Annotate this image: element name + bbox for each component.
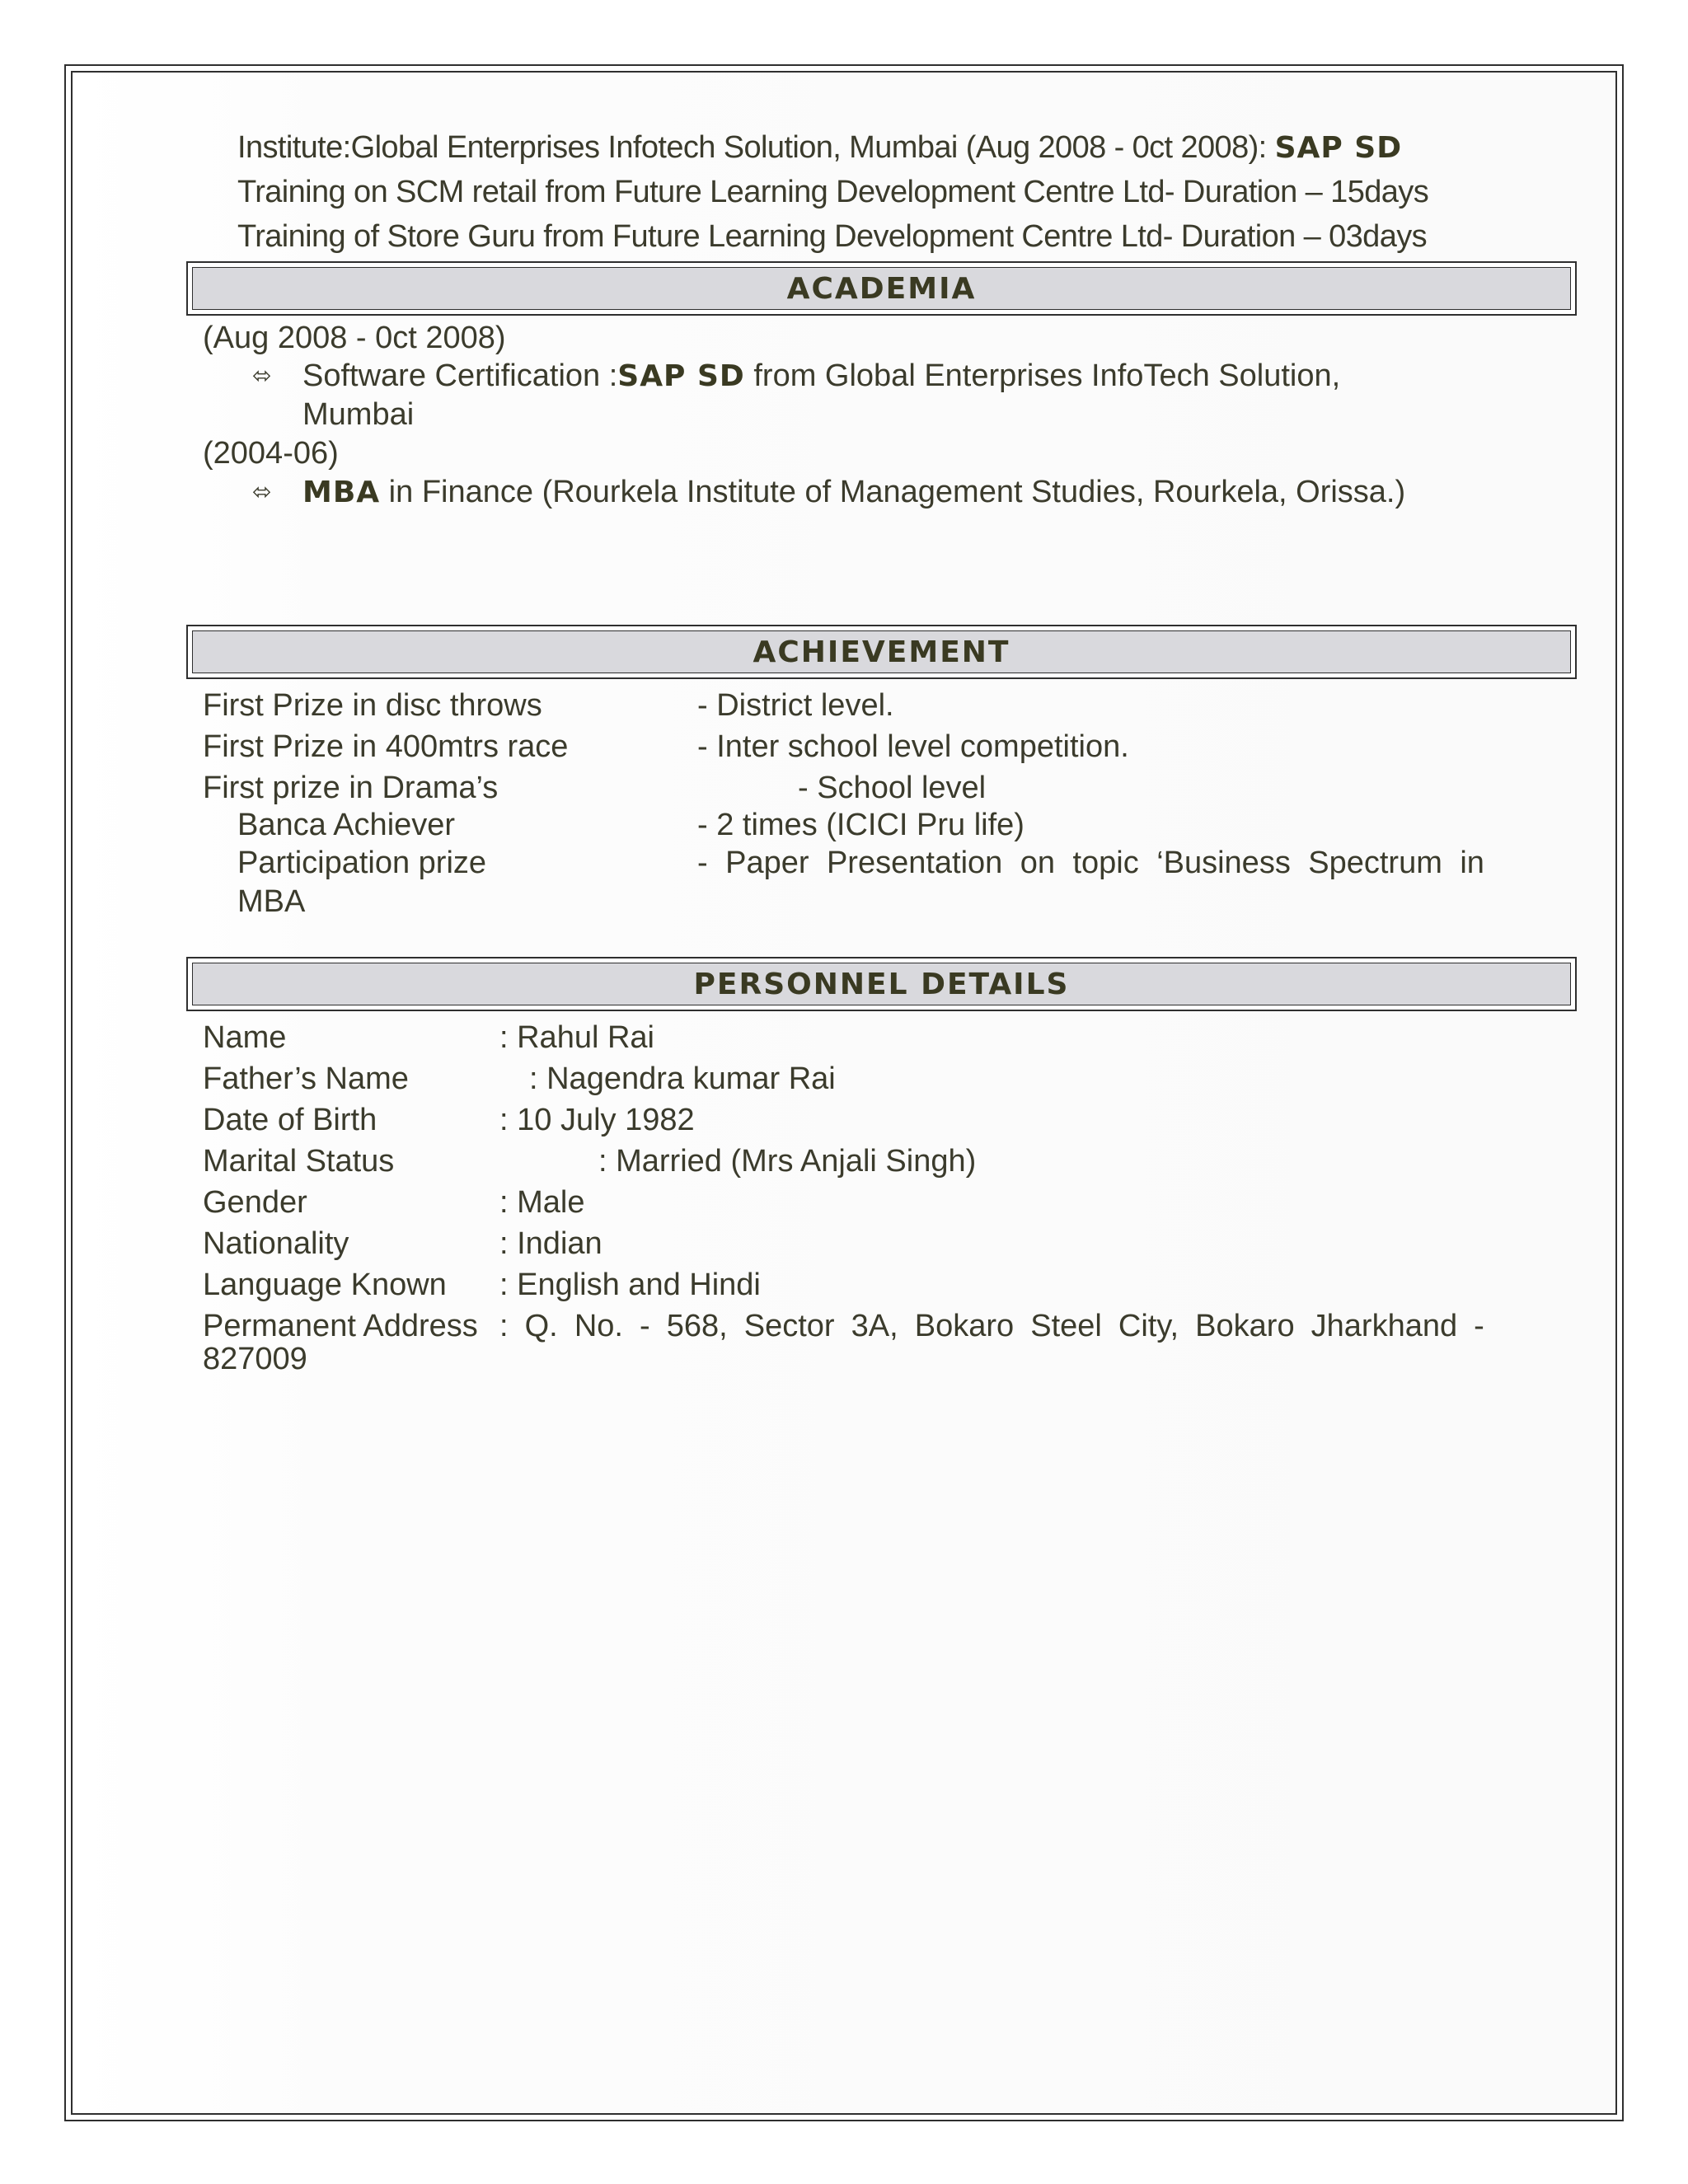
achievement-label: Banca Achiever [237, 808, 456, 842]
personal-value-word: No. [574, 1309, 623, 1343]
achievement-detail: - District level. [697, 688, 894, 723]
achievement-detail-word: topic [1072, 846, 1139, 880]
bullet-arrow-icon: ⬄ [252, 362, 272, 389]
personal-value-word: Q. [524, 1309, 558, 1343]
academia-entry-2-date: (2004-06) [203, 436, 339, 471]
personal-label: Date of Birth [203, 1103, 377, 1137]
personal-label: Marital Status [203, 1144, 395, 1179]
personal-value [499, 1307, 1484, 1345]
personal-value: : Nagendra kumar Rai [529, 1062, 836, 1096]
training-line-1-text: Institute:Global Enterprises Infotech Solution, Mumbai (Aug 2008 - 0ct 2008): [237, 130, 1275, 165]
section-header-achievement [186, 625, 1577, 679]
personal-value-word: Bokaro [1195, 1309, 1295, 1343]
personal-value: : 10 July 1982 [499, 1103, 695, 1137]
personal-value: : Married (Mrs Anjali Singh) [598, 1144, 977, 1179]
personal-value: : English and Hindi [499, 1268, 761, 1302]
achievement-detail: - School level [798, 771, 987, 805]
achievement-detail [697, 844, 1484, 882]
personal-label: Name [203, 1020, 287, 1055]
achievement-label: First Prize in 400mtrs race [203, 729, 569, 764]
training-line-1 [237, 129, 1402, 167]
achievement-detail-cont: MBA [237, 884, 306, 919]
personal-value: : Indian [499, 1226, 603, 1261]
achievement-detail: - Inter school level competition. [697, 729, 1129, 764]
academia-entry-2-bold: MBA [302, 476, 381, 509]
personal-value-word: - [1474, 1309, 1484, 1343]
academia-entry-1-suffix: from Global Enterprises InfoTech Solution, [744, 359, 1341, 393]
personal-value-word: 568, [666, 1309, 728, 1343]
personal-label: Gender [203, 1185, 307, 1220]
academia-entry-1 [302, 357, 1340, 396]
bullet-arrow-icon: ⬄ [252, 478, 272, 505]
personal-value: : Rahul Rai [499, 1020, 654, 1055]
academia-entry-1-prefix: Software Certification : [302, 359, 618, 393]
personal-label: Permanent Address [203, 1309, 478, 1343]
personal-value-word: Jharkhand [1311, 1309, 1458, 1343]
section-header-academia [186, 261, 1577, 316]
personal-value-cont: 827009 [203, 1342, 307, 1376]
training-line-3: Training of Store Guru from Future Learning Development Centre Ltd- Duration – 03days [237, 219, 1428, 254]
personal-value-word: Sector [743, 1309, 835, 1343]
academia-entry-1-cont: Mumbai [302, 397, 415, 432]
achievement-detail-word: Paper [725, 846, 809, 880]
academia-entry-2 [302, 473, 1405, 512]
training-line-1-bold: SAP SD [1274, 131, 1403, 165]
personal-value-word: - [640, 1309, 650, 1343]
achievement-detail-word: Spectrum [1308, 846, 1442, 880]
achievement-detail: - 2 times (ICICI Pru life) [697, 808, 1025, 842]
section-title-personal: PERSONNEL DETAILS [693, 967, 1070, 1001]
personal-label: Nationality [203, 1226, 349, 1261]
achievement-label: Participation prize [237, 846, 487, 880]
achievement-detail-word: in [1460, 846, 1484, 880]
academia-entry-1-bold: SAP SD [617, 359, 745, 393]
personal-label: Language Known [203, 1268, 447, 1302]
achievement-detail-word: - [697, 846, 708, 880]
achievement-label: First Prize in disc throws [203, 688, 542, 723]
achievement-detail-word: on [1020, 846, 1056, 880]
academia-entry-2-suffix: in Finance (Rourkela Institute of Management Studies, Rourkela, Orissa.) [380, 475, 1406, 509]
achievement-detail-word: ‘Business [1156, 846, 1291, 880]
academia-entry-1-date: (Aug 2008 - 0ct 2008) [203, 321, 506, 355]
section-header-personal [186, 957, 1577, 1011]
training-line-2: Training on SCM retail from Future Learning Development Centre Ltd- Duration – 15days [237, 175, 1429, 209]
section-title-achievement: ACHIEVEMENT [753, 635, 1010, 669]
achievement-detail-word: Presentation [826, 846, 1003, 880]
personal-value-word: 3A, [851, 1309, 898, 1343]
personal-value-word: Bokaro [914, 1309, 1015, 1343]
section-title-academia: ACADEMIA [786, 271, 977, 306]
personal-value-word: Steel [1030, 1309, 1102, 1343]
personal-label: Father’s Name [203, 1062, 409, 1096]
personal-value: : Male [499, 1185, 585, 1220]
achievement-label: First prize in Drama’s [203, 771, 499, 805]
personal-value-word: City, [1118, 1309, 1179, 1343]
personal-value-word: : [499, 1309, 509, 1343]
